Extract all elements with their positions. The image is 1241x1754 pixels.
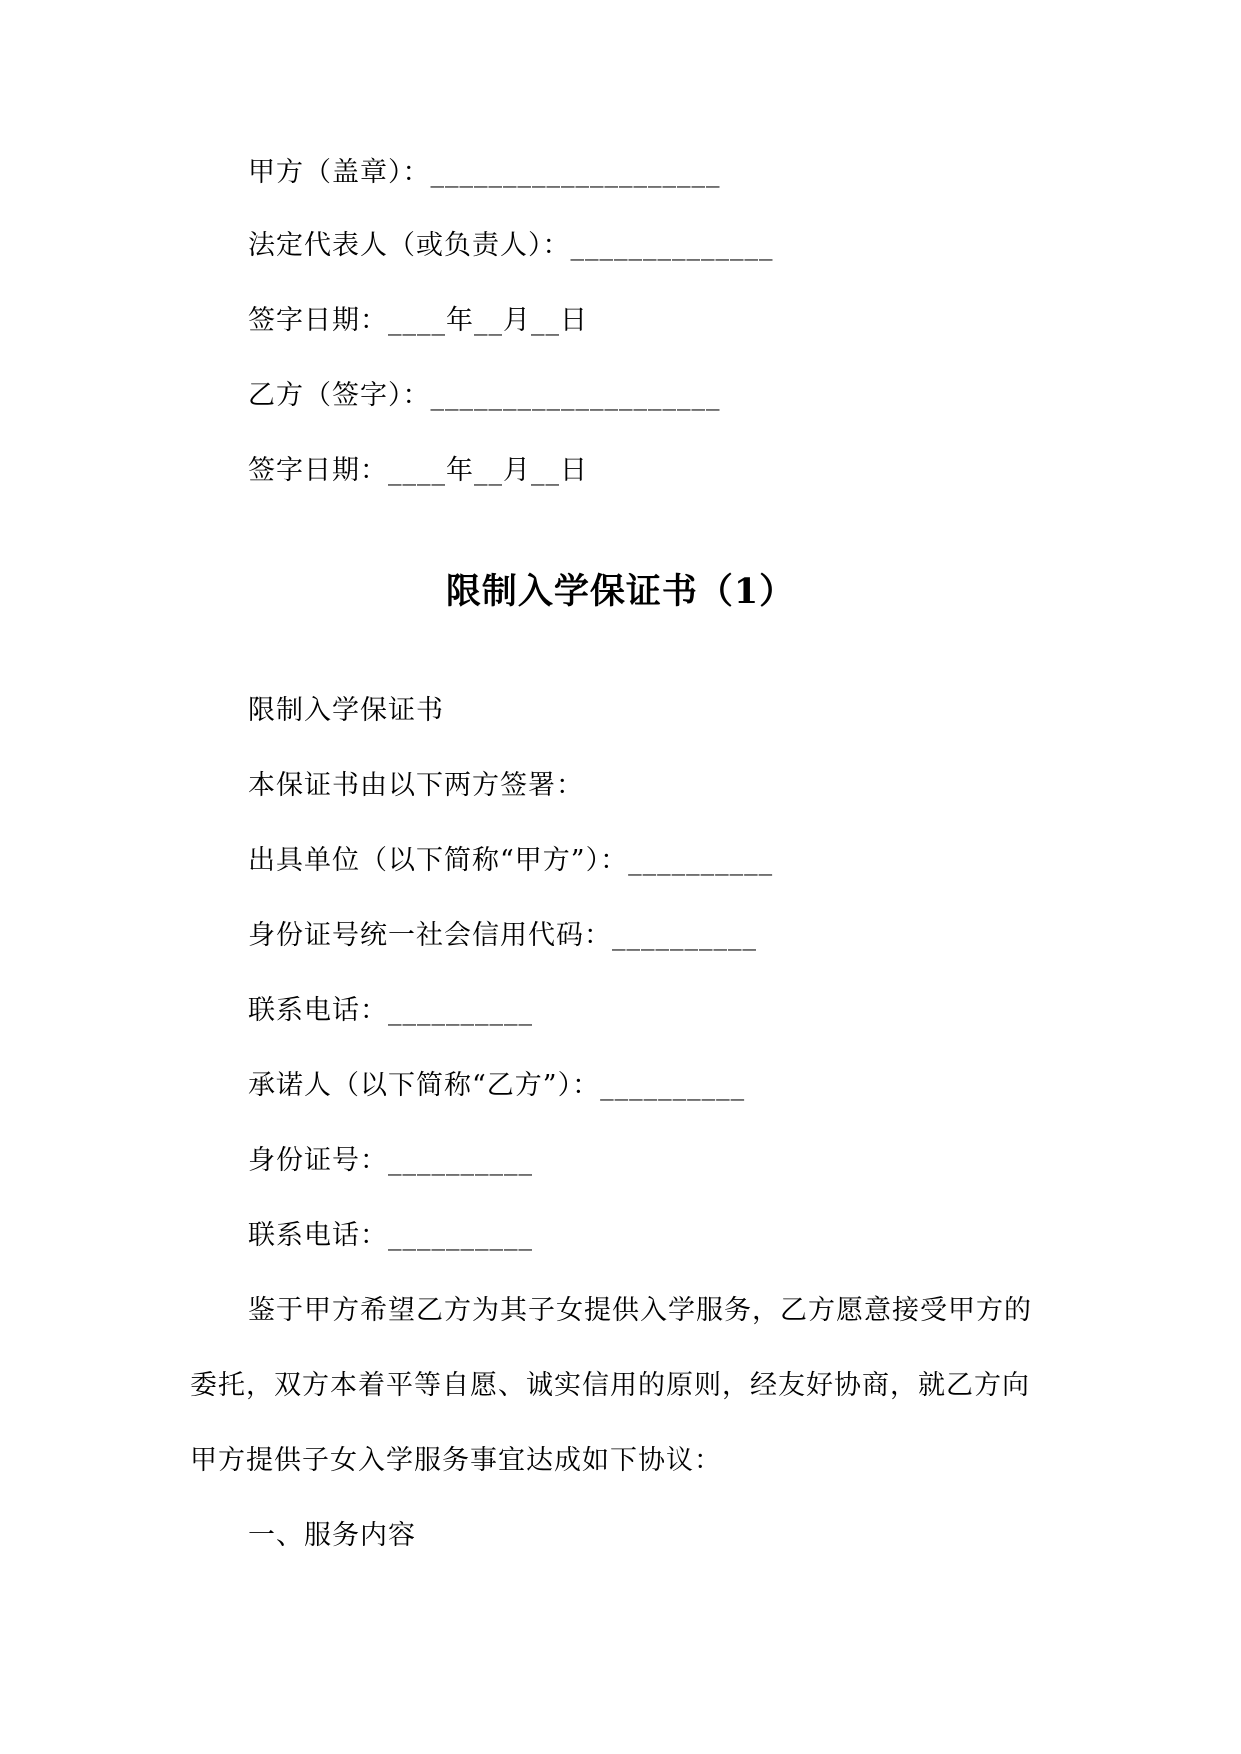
section-1-heading: 一、服务内容 (248, 1520, 416, 1551)
sign-date-a-line: 签字日期：____年__月__日 (248, 305, 588, 336)
issuer-id-line: 身份证号统一社会信用代码：__________ (248, 920, 757, 951)
party-a-seal-line: 甲方（盖章）：____________________ (248, 157, 721, 188)
document-title: 限制入学保证书（1） (445, 571, 796, 612)
promisor-line: 承诺人（以下简称“乙方”）：__________ (248, 1070, 746, 1101)
intro-line: 本保证书由以下两方签署： (248, 770, 584, 801)
preamble-line-2: 委托，双方本着平等自愿、诚实信用的原则，经友好协商，就乙方向 (190, 1370, 1030, 1401)
preamble-line-1: 鉴于甲方希望乙方为其子女提供入学服务，乙方愿意接受甲方的 (248, 1295, 1032, 1326)
subtitle: 限制入学保证书 (248, 695, 444, 726)
issuer-line: 出具单位（以下简称“甲方”）：__________ (248, 845, 774, 876)
preamble-line-3: 甲方提供子女入学服务事宜达成如下协议： (190, 1445, 722, 1476)
sign-date-b-line: 签字日期：____年__月__日 (248, 455, 588, 486)
promisor-phone-line: 联系电话：__________ (248, 1220, 533, 1251)
legal-rep-line: 法定代表人（或负责人）：______________ (248, 230, 774, 261)
promisor-id-line: 身份证号：__________ (248, 1145, 533, 1176)
party-b-sign-line: 乙方（签字）：____________________ (248, 380, 721, 411)
issuer-phone-line: 联系电话：__________ (248, 995, 533, 1026)
